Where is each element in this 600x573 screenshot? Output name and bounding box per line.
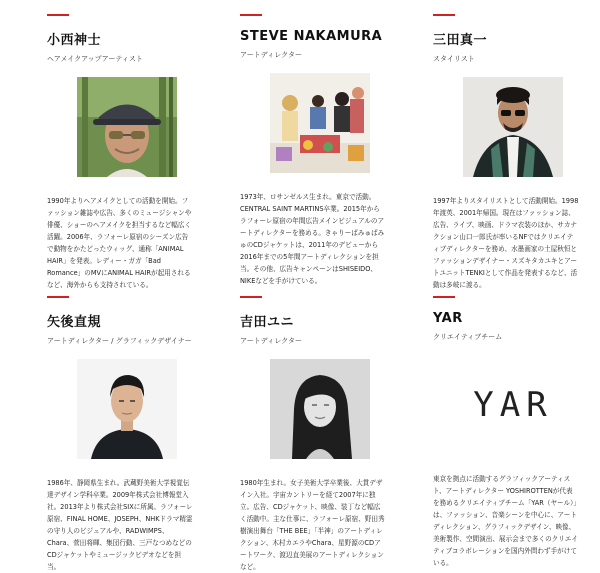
- profile-role: ヘアメイクアップアーティスト: [47, 55, 143, 63]
- profile-bio: 1990年よりヘアメイクとしての活動を開始。ファッション雑誌や広告、多くのミュージシャンや俳優、ショーのヘアメイクを担当するなど幅広く活躍。2006年、ラフォーレ原宿のシーズン広告で動物をかたどったウィッグ、通称「ANIMAL HAIR」を発表。レディー・ガガ「Bad Romance」のMVにANIMAL HAIRが起用されるなど、海外からも支持されている。: [47, 197, 192, 289]
- profile-card-yago: [47, 296, 197, 573]
- profile-role: アートディレクター: [240, 337, 302, 345]
- profile-photo[interactable]: [77, 359, 177, 459]
- profile-photo[interactable]: [270, 73, 370, 173]
- profile-card-nakamura: [240, 14, 390, 287]
- profile-name: 吉田ユニ: [240, 315, 295, 330]
- profile-photo[interactable]: [463, 77, 563, 177]
- accent-bar: [240, 14, 262, 16]
- profile-role: アートディレクター / グラフィックデザイナー: [47, 337, 192, 345]
- yar-logo[interactable]: [463, 355, 563, 455]
- profile-bio: 東京を拠点に活動するグラフィックアーティスト、アートディレクター YOSHIROTTENが代表を務めるクリエイティブチーム「YAR（ヤール）」は、ファッション、音楽シーンを中心に、アートディレクション、グラフィックデザイン、映像、美術製作、空間演出、展示会まで多くのクリエイティブコラボレーションを国内外問わず手がけている。: [433, 475, 578, 567]
- profile-role: スタイリスト: [433, 55, 475, 63]
- profile-name: 三田真一: [433, 33, 488, 48]
- profile-name: 小西神士: [47, 33, 102, 48]
- profile-card-mita: [433, 14, 583, 291]
- profile-bio: 1973年、ロサンゼルス生まれ。東京で活動。CENTRAL SAINT MARTINS卒業。2015年からラフォーレ原宿の年間広告メインビジュアルのアートディレクターを務める。きゃりーぱみゅぱみゅのCDジャケットは、2011年のデビューから2016年までの5年間アートディレクションを担当。その他、広告キャンペーンはSHISEIDO、NIKEなどを手がけている。: [240, 193, 385, 285]
- accent-bar: [47, 14, 69, 16]
- yar-logo-text: YAR: [473, 385, 553, 425]
- profile-role: アートディレクター: [240, 51, 302, 59]
- profile-card-yar: [433, 296, 583, 569]
- accent-bar: [47, 296, 69, 298]
- profile-bio: 1980年生まれ。女子美術大学卒業後、大貫デザイン入社。宇宙カントリーを経て2007年に独立。広告、CDジャケット、映像、装丁など幅広く活動中。主な仕事に、ラフォーレ原宿、野田秀樹演出舞台「THE BEE」「半神」のアートディレクション、木村カエラやChara、星野源のCDアートワーク、渡辺直美展のアートディレクションなど。: [240, 479, 385, 571]
- profile-bio: 1997年よりスタイリストとして活動開始。1998年渡英、2001年帰国。現在はファッション誌、広告、ライブ、映画、ドラマ衣装のほか、サカナクション山口一郎氏が率いるNFではクリエイティブディレクターを務め、水墨画家の土屋秋恒とファッションデザイナー・スズキタカユキとアートユニットTENKIとして作品を発表するなど、活動は多岐に渡る。: [433, 197, 579, 289]
- profile-name: 矢後直規: [47, 315, 102, 330]
- profile-photo[interactable]: [270, 359, 370, 459]
- profile-card-yoshida: [240, 296, 390, 573]
- profile-photo[interactable]: [77, 77, 177, 177]
- profile-role: クリエイティブチーム: [433, 333, 503, 341]
- accent-bar: [240, 296, 262, 298]
- accent-bar: [433, 296, 455, 298]
- profile-card-konishi: [47, 14, 197, 291]
- accent-bar: [433, 14, 455, 16]
- profile-name: YAR: [433, 311, 463, 326]
- profile-bio: 1986年、静岡県生まれ。武蔵野美術大学視覚伝達デザイン学科卒業。2009年株式会社博報堂入社。2013年より株式会社SIXに所属。ラフォーレ原宿、FINAL HOME、JOSEPH、NHKドラマ精霊の守り人のビジュアルや、RADWIMPS、Chara、菅田将暉、集団行動、三戸なつめなどのCDジャケットやミュージックビデオなどを担当。: [47, 479, 193, 571]
- profile-name: STEVE NAKAMURA: [240, 29, 383, 44]
